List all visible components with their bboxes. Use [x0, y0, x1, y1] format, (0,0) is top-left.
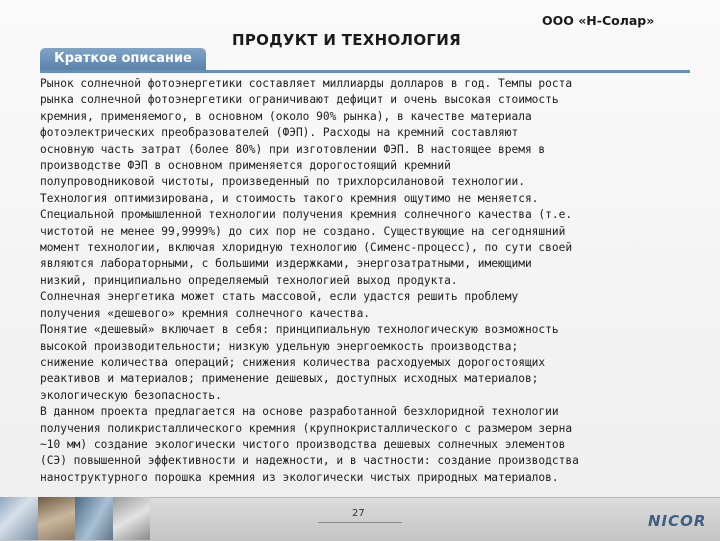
body-line: Технология оптимизирована, и стоимость такого кремния ощутимо не меняется. [40, 191, 539, 205]
section-divider [40, 70, 690, 73]
footer-photo [38, 497, 76, 540]
body-line: экологическую безопасность. [40, 388, 222, 402]
body-line: момент технологии, включая хлоридную технологию (Сименс-процесс), по сути своей [40, 241, 573, 255]
footer-photo-strip [0, 497, 150, 540]
body-line: Солнечная энергетика может стать массовой, если удастся решить проблему [40, 290, 519, 304]
page-title: ПРОДУКТ И ТЕХНОЛОГИЯ [232, 31, 461, 49]
body-line: наноструктурного порошка кремния из экологически чистых природных материалов. [40, 470, 559, 484]
body-text [40, 76, 690, 486]
body-line: Рынок солнечной фотоэнергетики составляет миллиарды долларов в год. Темпы роста [40, 77, 573, 90]
page-number: 27 [352, 508, 365, 519]
nicor-logo: NICOR [648, 512, 707, 530]
body-line: производстве ФЭП в основном применяется дорогостоящий кремний [40, 159, 451, 173]
page-number-underline [318, 522, 402, 523]
body-line: (СЭ) повышенной эффективности и надежности, и в частности: создание производства [40, 454, 579, 468]
body-line: Понятие «дешевый» включает в себя: принципиальную технологическую возможность [40, 323, 559, 337]
body-line: кремния, применяемого, в основном (около 90% рынка), в качестве материала [40, 109, 532, 123]
footer-photo [0, 497, 38, 540]
body-line: являются лабораторными, с большими издержками, энергозатратными, имеющими [40, 257, 532, 271]
body-line: снижение количества операций; снижения количества расходуемых дорогостоящих [40, 355, 546, 369]
footer-photo [75, 497, 113, 540]
body-line: полупроводниковой чистоты, произведенный по трихлорсилановой технологии. [40, 175, 525, 189]
body-line: получения «дешевого» кремния солнечного качества. [40, 306, 371, 320]
footer-photo [113, 497, 151, 540]
body-line: фотоэлектрических преобразователей (ФЭП). Расходы на кремний составляют [40, 126, 519, 140]
body-line: основную часть затрат (более 80%) при изготовлении ФЭП. В настоящее время в [40, 142, 546, 156]
body-line: чистотой не менее 99,9999%) до сих пор не создано. Существующие на сегодняшний [40, 224, 566, 238]
section-badge: Краткое описание [40, 48, 206, 70]
company-name: ООО «Н-Солар» [542, 13, 655, 28]
body-line: ~10 мм) создание экологически чистого производства дешевых солнечных элементов [40, 437, 566, 451]
body-line: Специальной промышленной технологии получения кремния солнечного качества (т.е. [40, 208, 573, 222]
body-line: получения поликристаллического кремния (крупнокристаллического с размером зерна [40, 421, 573, 435]
body-line: высокой производительности; низкую удельную энергоемкость производства; [40, 339, 519, 353]
body-line: низкий, принципиально определяемый технологией выход продукта. [40, 273, 458, 287]
body-line: реактивов и материалов; применение дешевых, доступных исходных материалов; [40, 372, 539, 386]
body-line: рынка солнечной фотоэнергетики ограничивают дефицит и очень высокая стоимость [40, 93, 559, 107]
body-line: В данном проекта предлагается на основе разработанной безхлоридной технологии [40, 405, 559, 419]
